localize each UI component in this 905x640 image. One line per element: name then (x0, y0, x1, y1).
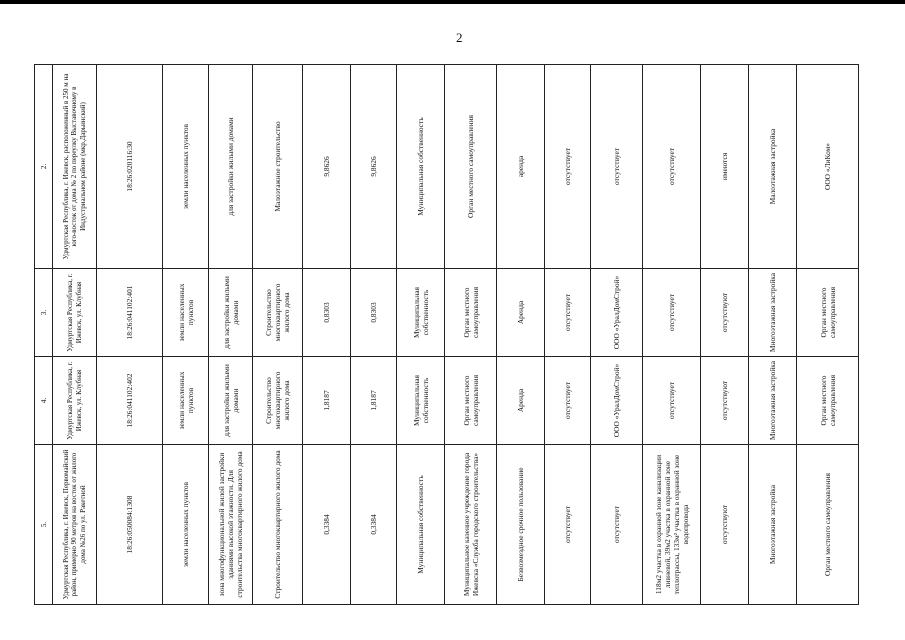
row-area (351, 65, 397, 605)
cell: Удмуртская Республика, г. Ижевск, расположенный в 250 м на юго-восток от дома № 2 по переулку Выставочному в Индустриальном районе (мкр.Дарьинский) (53, 65, 97, 269)
row-field-17 (797, 65, 859, 605)
land-plots-table (34, 64, 859, 605)
cell: зона многофункциональной жилой застройки зданиями высокой этажности. Для строительства многоквартирного жилого дома (209, 445, 253, 605)
cell: Орган местного самоуправления (797, 269, 859, 357)
cell: отсутствуют (701, 357, 749, 445)
cell: отсутствуют (701, 269, 749, 357)
cell: 3. (35, 269, 53, 357)
cell: земли населенных пунктов (163, 445, 209, 605)
cell: для застройки жилыми домами (209, 65, 253, 269)
cell: 0,8303 (351, 269, 397, 357)
cell: отсутствует (643, 269, 701, 357)
cell: Муниципальная собственность (397, 357, 445, 445)
row-address (53, 65, 97, 605)
cell: 18:26:041102:402 (97, 357, 163, 445)
cell: 118м2 участка в охранной зоне канализации ливневой, 39м2 участка в охранной зоне теплотрассы, 133м² участка в охранной зоне водопровода (643, 445, 701, 605)
cell: 1,8187 (351, 357, 397, 445)
cell: Аренда (497, 357, 545, 445)
cell: Многоэтажная застройка (749, 269, 797, 357)
cell: Орган местного самоуправления (445, 357, 497, 445)
cell: Муниципальная собственность (397, 65, 445, 269)
cell: Строительство многоквартирного жилого дома (253, 445, 303, 605)
cell: ООО «ЛиКом» (797, 65, 859, 269)
cell: 5. (35, 445, 53, 605)
cell: 18:26:041102:401 (97, 269, 163, 357)
cell: для застройки жилыми домами (209, 269, 253, 357)
cell: Безвозмездное срочное пользование (497, 445, 545, 605)
cell: Орган местного самоуправления (797, 357, 859, 445)
cell: Муниципальное казенное учреждение города Ижевска «Служба городского строительства» (445, 445, 497, 605)
row-building-type (749, 65, 797, 605)
cell: отсутствует (545, 269, 591, 357)
row-purpose (253, 65, 303, 605)
cell: 9,8626 (303, 65, 351, 269)
cell: ООО «УралДомСтрой» (591, 357, 643, 445)
row-cadastral-number (97, 65, 163, 605)
row-right-type (497, 65, 545, 605)
cell: отсутствует (643, 65, 701, 269)
cell: отсутствует (591, 65, 643, 269)
cell: имеются (701, 65, 749, 269)
cell: Многоэтажная застройка (749, 357, 797, 445)
row-field-12 (545, 65, 591, 605)
cell: 9,8626 (351, 65, 397, 269)
cell: 2. (35, 65, 53, 269)
cell: для застройки жилыми домами (209, 357, 253, 445)
row-area (303, 65, 351, 605)
cell: 18:26:020116:30 (97, 65, 163, 269)
cell: Орган местного самоуправления (445, 269, 497, 357)
cell: отсутствует (545, 65, 591, 269)
cell: отсутствует (591, 445, 643, 605)
page-number: 2 (456, 30, 463, 45)
top-border-line (0, 0, 905, 4)
cell: Удмуртская Республика, г. Ижевск, ул. Клубная (53, 269, 97, 357)
cell: Малоэтажное строительство (253, 65, 303, 269)
row-field-13 (591, 65, 643, 605)
row-right-holder (445, 65, 497, 605)
cell: 0,3384 (351, 445, 397, 605)
row-permitted-use (209, 65, 253, 605)
cell: отсутствует (545, 357, 591, 445)
cell: отсутствует (545, 445, 591, 605)
row-encumbrances (643, 65, 701, 605)
cell: аренда (497, 65, 545, 269)
cell: земли населенных пунктов (163, 269, 209, 357)
cell: Аренда (497, 269, 545, 357)
cell: отсутствуют (701, 445, 749, 605)
cell: 0,3384 (303, 445, 351, 605)
cell: Строительство многоквартирного жилого дома (253, 269, 303, 357)
cell: Строительство многоквартирного жилого дома (253, 357, 303, 445)
cell: ООО «УралДомСтрой» (591, 269, 643, 357)
cell: Орган местного самоуправления (445, 65, 497, 269)
cell: Многоэтажная застройка (749, 445, 797, 605)
cell: Удмуртская Республика, г. Ижевск, Первомайский район, примерно 90 метров на восток от жилого дома №26 по ул. Ракетной (53, 445, 97, 605)
row-ownership (397, 65, 445, 605)
cell: Муниципальная собственность (397, 269, 445, 357)
cell: Малоэтажная застройка (749, 65, 797, 269)
cell: 1,8187 (303, 357, 351, 445)
cell: 4. (35, 357, 53, 445)
row-land-category (163, 65, 209, 605)
cell: 18:26:050084:1308 (97, 445, 163, 605)
cell: земли населенных пунктов (163, 65, 209, 269)
cell: Удмуртская Республика, г. Ижевск, ул. Клубная (53, 357, 97, 445)
row-field-15 (701, 65, 749, 605)
row-number (35, 65, 53, 605)
cell: отсутствует (643, 357, 701, 445)
cell: Орган местного самоуправления (797, 445, 859, 605)
cell: Муниципальная собственность (397, 445, 445, 605)
cell: 0,8303 (303, 269, 351, 357)
cell: земли населенных пунктов (163, 357, 209, 445)
